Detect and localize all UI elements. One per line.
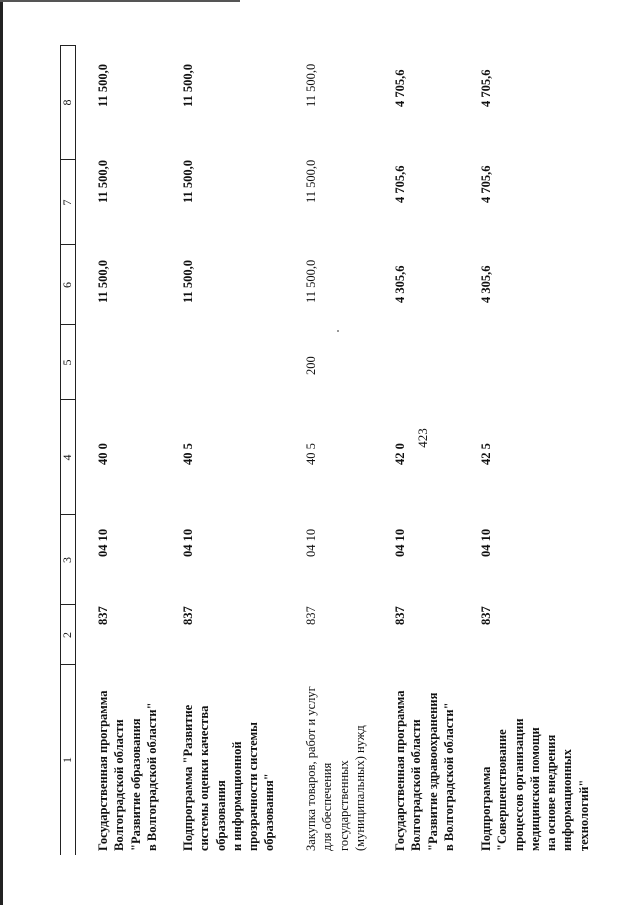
table-header-bottom-border	[75, 45, 76, 855]
row-4-value-8: 4 705,6	[393, 69, 407, 107]
row-5-article: 42 5	[479, 443, 493, 465]
row-4-section: 04 10	[393, 528, 407, 557]
row-2-article: 40 5	[181, 443, 195, 465]
row-5-value-6: 4 305,6	[479, 265, 493, 303]
row-3-value-7: 11 500,0	[304, 159, 318, 203]
row-1-section: 04 10	[96, 528, 110, 557]
row-4-value-6: 4 305,6	[393, 265, 407, 303]
row-3-article: 40 5	[304, 443, 318, 465]
page-number: 423	[415, 428, 430, 448]
row-1-code: 837	[96, 606, 110, 625]
column-header-4: 4	[60, 454, 74, 461]
row-3-expense-type: 200	[304, 356, 318, 375]
column-header-2: 2	[60, 632, 74, 638]
row-1-article: 40 0	[96, 443, 110, 465]
row-2-value-8: 11 500,0	[181, 63, 195, 107]
row-3-code: 837	[304, 606, 318, 625]
row-4-name: Государственная программа Волгоградской области "Развитие здравоохранения в Волгоградской области"	[393, 690, 456, 851]
row-3-name: Закупка товаров, работ и услуг для обеспечения государственных (муниципальных) нужд	[304, 686, 367, 851]
row-2-code: 837	[181, 606, 195, 625]
column-header-8: 8	[60, 99, 74, 106]
column-header-5: 5	[60, 359, 74, 366]
row-2-value-7: 11 500,0	[181, 159, 195, 203]
scan-edge-top	[0, 0, 240, 2]
column-header-6: 6	[60, 282, 74, 288]
row-5-value-8: 4 705,6	[479, 69, 493, 107]
row-4-article: 42 0	[393, 443, 407, 465]
row-4-value-7: 4 705,6	[393, 165, 407, 203]
row-5-code: 837	[479, 606, 493, 625]
column-header-7: 7	[60, 199, 74, 206]
scan-edge-left	[0, 0, 3, 905]
row-1-value-8: 11 500,0	[96, 63, 110, 107]
row-1-name: Государственная программа Волгоградской области "Развитие образования в Волгоградской области"	[96, 690, 159, 851]
row-1-value-6: 11 500,0	[96, 259, 110, 303]
column-header-3: 3	[60, 557, 74, 563]
row-5-name: Подпрограмма "Совершенствование процессов организации медицинской помощи на основе внедрения информационных технологий"	[479, 718, 591, 851]
row-2-section: 04 10	[181, 528, 195, 557]
row-4-code: 837	[393, 606, 407, 625]
rotated-budget-table	[60, 45, 591, 855]
row-3-value-6: 11 500,0	[304, 259, 318, 303]
row-1-value-7: 11 500,0	[96, 159, 110, 203]
column-header-1: 1	[60, 757, 74, 763]
row-2-name: Подпрограмма "Развитие системы оценки качества образования и информационной прозрачности системы образования"	[181, 704, 277, 851]
row-5-value-7: 4 705,6	[479, 165, 493, 203]
row-3-section: 04 10	[304, 528, 318, 557]
row-3-value-8: 11 500,0	[304, 63, 318, 107]
row-2-value-6: 11 500,0	[181, 259, 195, 303]
row-5-section: 04 10	[479, 528, 493, 557]
